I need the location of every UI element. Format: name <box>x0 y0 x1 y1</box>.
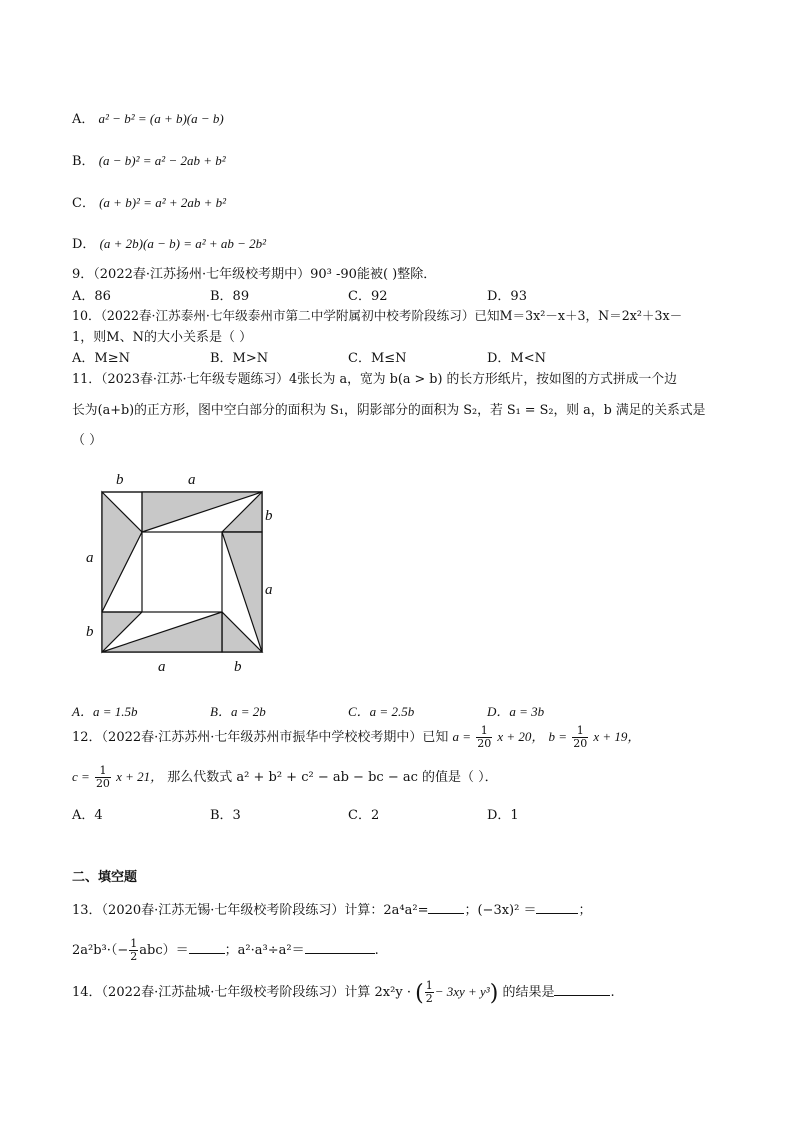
label-left-a: a <box>86 550 94 566</box>
q10-option-c: C．M≤N <box>348 351 407 366</box>
label-right-b: b <box>265 508 273 524</box>
label-top-a: a <box>188 472 196 488</box>
q11-option-b: B．a = 2b <box>210 704 266 719</box>
question-13-line1: 13．（2020春·江苏无锡·七年级校考阶段练习）计算：2a⁴a²= ；(−3x)² ＝ ； <box>72 903 592 918</box>
option-b: B． (a − b)² = a² − 2ab + b² <box>72 153 226 169</box>
q9-option-a: A．86 <box>72 289 111 304</box>
inner-square <box>142 532 222 612</box>
answer-blank[interactable] <box>305 941 375 954</box>
q9-option-c: C．92 <box>348 289 388 304</box>
q11-option-c: C．a = 2.5b <box>348 704 415 719</box>
q10-option-b: B．M>N <box>210 351 269 366</box>
label-right-a: a <box>265 582 273 598</box>
question-11-line3: （ ） <box>72 433 103 448</box>
q9-option-d: D．93 <box>487 289 527 304</box>
answer-blank[interactable] <box>554 983 610 996</box>
q12-option-b: B．3 <box>210 808 241 823</box>
question-13-line2: 2a²b³·（− $\frac{1}{2}$ abc）＝ ；a²·a³÷a²＝ . <box>72 937 379 963</box>
q9-option-b: B．89 <box>210 289 250 304</box>
q11-option-d: D．a = 3b <box>487 704 545 719</box>
fraction-1-20: $\frac{1}{20}$ <box>477 724 492 750</box>
answer-blank[interactable] <box>428 901 464 914</box>
answer-blank[interactable] <box>536 901 578 914</box>
fraction-1-20: $\frac{1}{20}$ <box>95 764 110 790</box>
q10-option-a: A．M≥N <box>72 351 130 366</box>
option-d-expr: (a + 2b)(a − b) = a² + ab − 2b² <box>99 236 267 251</box>
question-14: 14．（2022春·江苏盐城·七年级校考阶段练习）计算 2x²y · ( $\frac{1}{2}$ − 3xy + y³) 的结果是 . <box>72 979 615 1006</box>
label-bottom-b: b <box>234 659 242 675</box>
question-11-line2: 长为(a+b)的正方形，图中空白部分的面积为 S₁，阴影部分的面积为 S₂，若 S₁ = S₂，则 a，b 满足的关系式是 <box>72 403 706 418</box>
option-d: D． (a + 2b)(a − b) = a² + ab − 2b² <box>72 236 267 252</box>
question-12-line1: 12．（2022春·江苏苏州·七年级苏州市振华中学校校考期中）已知 a = $\frac{1}{20}$ x + 20， b = $\frac{1}{20}$ x + 19， <box>72 724 641 750</box>
label-top-b: b <box>116 472 124 488</box>
answer-blank[interactable] <box>189 941 225 954</box>
question-12-line2: c = $\frac{1}{20}$ x + 21， 那么代数式 a² + b² + c² − ab − bc − ac 的值是（ ）． <box>72 764 498 790</box>
label-bottom-a: a <box>158 659 166 675</box>
question-10-line2: 1，则M、N的大小关系是（ ） <box>72 330 253 345</box>
question-10-line1: 10．（2022春·江苏泰州·七年级泰州市第二中学附属初中校考阶段练习）已知M＝3x²－x＋3，N＝2x²＋3x－ <box>72 308 683 323</box>
label-left-b: b <box>86 624 94 640</box>
option-b-expr: (a − b)² = a² − 2ab + b² <box>98 153 226 168</box>
square-tiling-figure <box>82 468 282 678</box>
q10-option-d: D．M<N <box>487 351 547 366</box>
fraction-1-2: $\frac{1}{2}$ <box>425 979 433 1005</box>
option-a: A． a² − b² = (a + b)(a − b) <box>72 111 224 127</box>
q12-option-a: A．4 <box>72 808 103 823</box>
option-c: C． (a + b)² = a² + 2ab + b² <box>72 195 227 211</box>
q12-option-d: D．1 <box>487 808 519 823</box>
option-a-expr: a² − b² = (a + b)(a − b) <box>98 111 224 126</box>
question-9-text: 9．（2022春·江苏扬州·七年级校考期中）90³ -90能被( )整除． <box>72 267 437 282</box>
fraction-1-20: $\frac{1}{20}$ <box>573 724 588 750</box>
fraction-1-2: $\frac{1}{2}$ <box>130 937 138 963</box>
option-c-expr: (a + b)² = a² + 2ab + b² <box>99 195 227 210</box>
question-11-line1: 11．（2023春·江苏·七年级专题练习）4张长为 a，宽为 b(a > b) 的长方形纸片，按如图的方式拼成一个边 <box>72 372 677 387</box>
q12-option-c: C．2 <box>348 808 380 823</box>
q11-option-a: A．a = 1.5b <box>72 704 138 719</box>
section-title: 二、填空题 <box>72 870 138 885</box>
